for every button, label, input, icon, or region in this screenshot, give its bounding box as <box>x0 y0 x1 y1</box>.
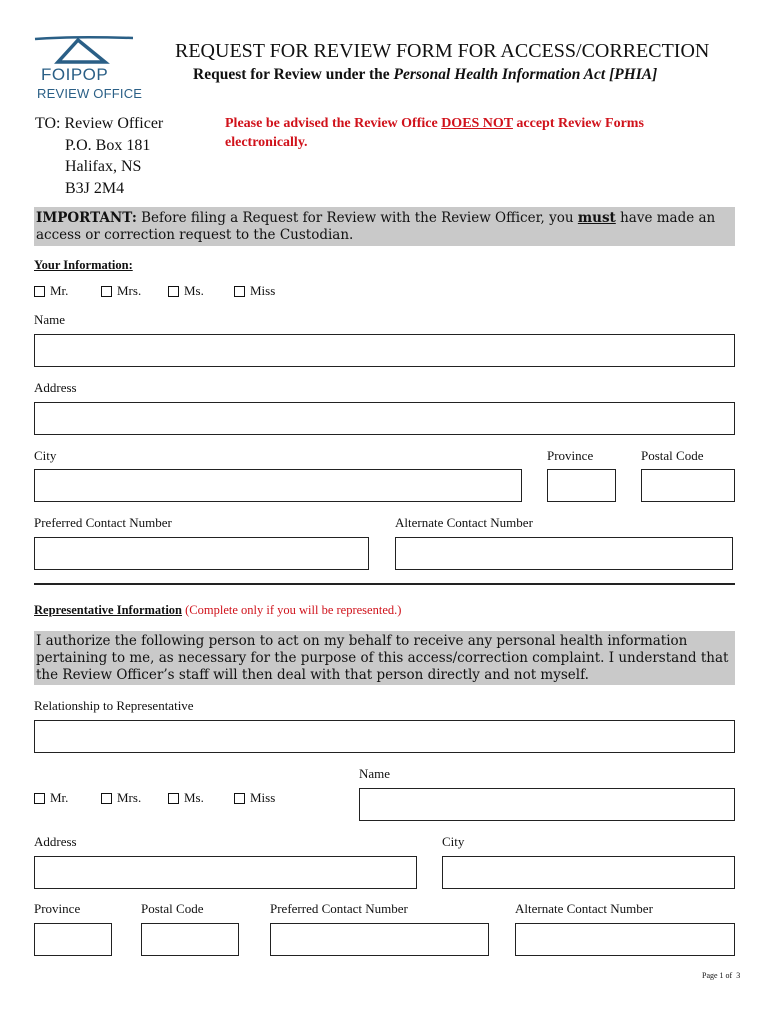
title-checkbox-ms[interactable]: Ms. <box>168 283 204 299</box>
rep-preferred-contact-field[interactable] <box>270 923 489 956</box>
title-checkbox-mrs[interactable]: Mrs. <box>101 283 141 299</box>
rep-title-checkbox-mrs[interactable]: Mrs. <box>101 790 141 806</box>
authorization-text: I authorize the following person to act on my behalf to receive any personal health information pertaining to me, as necessary for the purpose of this access/correction complaint. I understand that the Review Officer’s staff will then deal with that person directly and not myself. <box>36 633 729 683</box>
authorization-banner <box>34 631 735 685</box>
rep-title-checkbox-mr[interactable]: Mr. <box>34 790 68 806</box>
logo-line2: REVIEW OFFICE <box>37 86 143 101</box>
logo <box>33 34 143 104</box>
relationship-label: Relationship to Representative <box>34 698 194 713</box>
title-checkbox-mr[interactable]: Mr. <box>34 283 68 299</box>
rep-address-field[interactable] <box>34 856 417 889</box>
address-field[interactable] <box>34 402 735 435</box>
province-field[interactable] <box>547 469 616 502</box>
rep-name-field[interactable] <box>359 788 735 821</box>
rep-title-checkbox-miss[interactable]: Miss <box>234 790 275 806</box>
rep-postal-code-label: Postal Code <box>141 901 204 916</box>
rep-address-label: Address <box>34 834 77 849</box>
rep-title-checkbox-ms[interactable]: Ms. <box>168 790 204 806</box>
rep-city-label: City <box>442 834 465 849</box>
rep-province-label: Province <box>34 901 81 916</box>
city-label: City <box>34 448 57 463</box>
rep-preferred-contact-label: Preferred Contact Number <box>270 901 408 916</box>
page-subtitle: Request for Review under the Personal Health Information Act [PHIA] <box>193 66 658 83</box>
title-checkbox-miss[interactable]: Miss <box>234 283 275 299</box>
address-line: TO: Review Officer <box>35 115 164 132</box>
your-info-heading: Your Information: <box>34 258 133 272</box>
electronic-notice: Please be advised the Review Office DOES NOT accept Review Forms electronically. <box>225 116 644 150</box>
address-line: P.O. Box 181 <box>65 136 151 154</box>
mailing-address <box>35 113 163 199</box>
rep-info-heading: Representative Information (Complete only if you will be represented.) <box>34 603 402 617</box>
rep-city-field[interactable] <box>442 856 735 889</box>
rep-info-note: (Complete only if you will be represented.) <box>182 603 402 617</box>
important-label: IMPORTANT: <box>36 210 137 226</box>
relationship-field[interactable] <box>34 720 735 753</box>
address-label: Address <box>34 380 77 395</box>
rep-province-field[interactable] <box>34 923 112 956</box>
rep-alternate-contact-field[interactable] <box>515 923 735 956</box>
logo-triangle-icon <box>33 34 143 68</box>
rep-name-label: Name <box>359 766 391 781</box>
postal-code-field[interactable] <box>641 469 735 502</box>
province-label: Province <box>547 448 594 463</box>
rep-postal-code-field[interactable] <box>141 923 239 956</box>
postal-code-label: Postal Code <box>641 448 704 463</box>
alternate-contact-field[interactable] <box>395 537 733 570</box>
page-title: REQUEST FOR REVIEW FORM FOR ACCESS/CORRECTION <box>175 40 710 62</box>
rep-alternate-contact-label: Alternate Contact Number <box>515 901 653 916</box>
name-label: Name <box>34 312 66 327</box>
page-number: Page 1 of 3 <box>702 971 741 980</box>
section-divider <box>34 583 735 585</box>
preferred-contact-label: Preferred Contact Number <box>34 515 172 530</box>
important-banner: IMPORTANT: Before filing a Request for Review with the Review Officer, you must have made an access or correction request to the Custodian. <box>34 207 735 246</box>
address-line: Halifax, NS <box>65 158 142 175</box>
city-field[interactable] <box>34 469 522 502</box>
alternate-contact-label: Alternate Contact Number <box>395 515 533 530</box>
preferred-contact-field[interactable] <box>34 537 369 570</box>
logo-line1: FOIPOP <box>41 65 109 84</box>
address-line: B3J 2M4 <box>65 179 125 197</box>
name-field[interactable] <box>34 334 735 367</box>
